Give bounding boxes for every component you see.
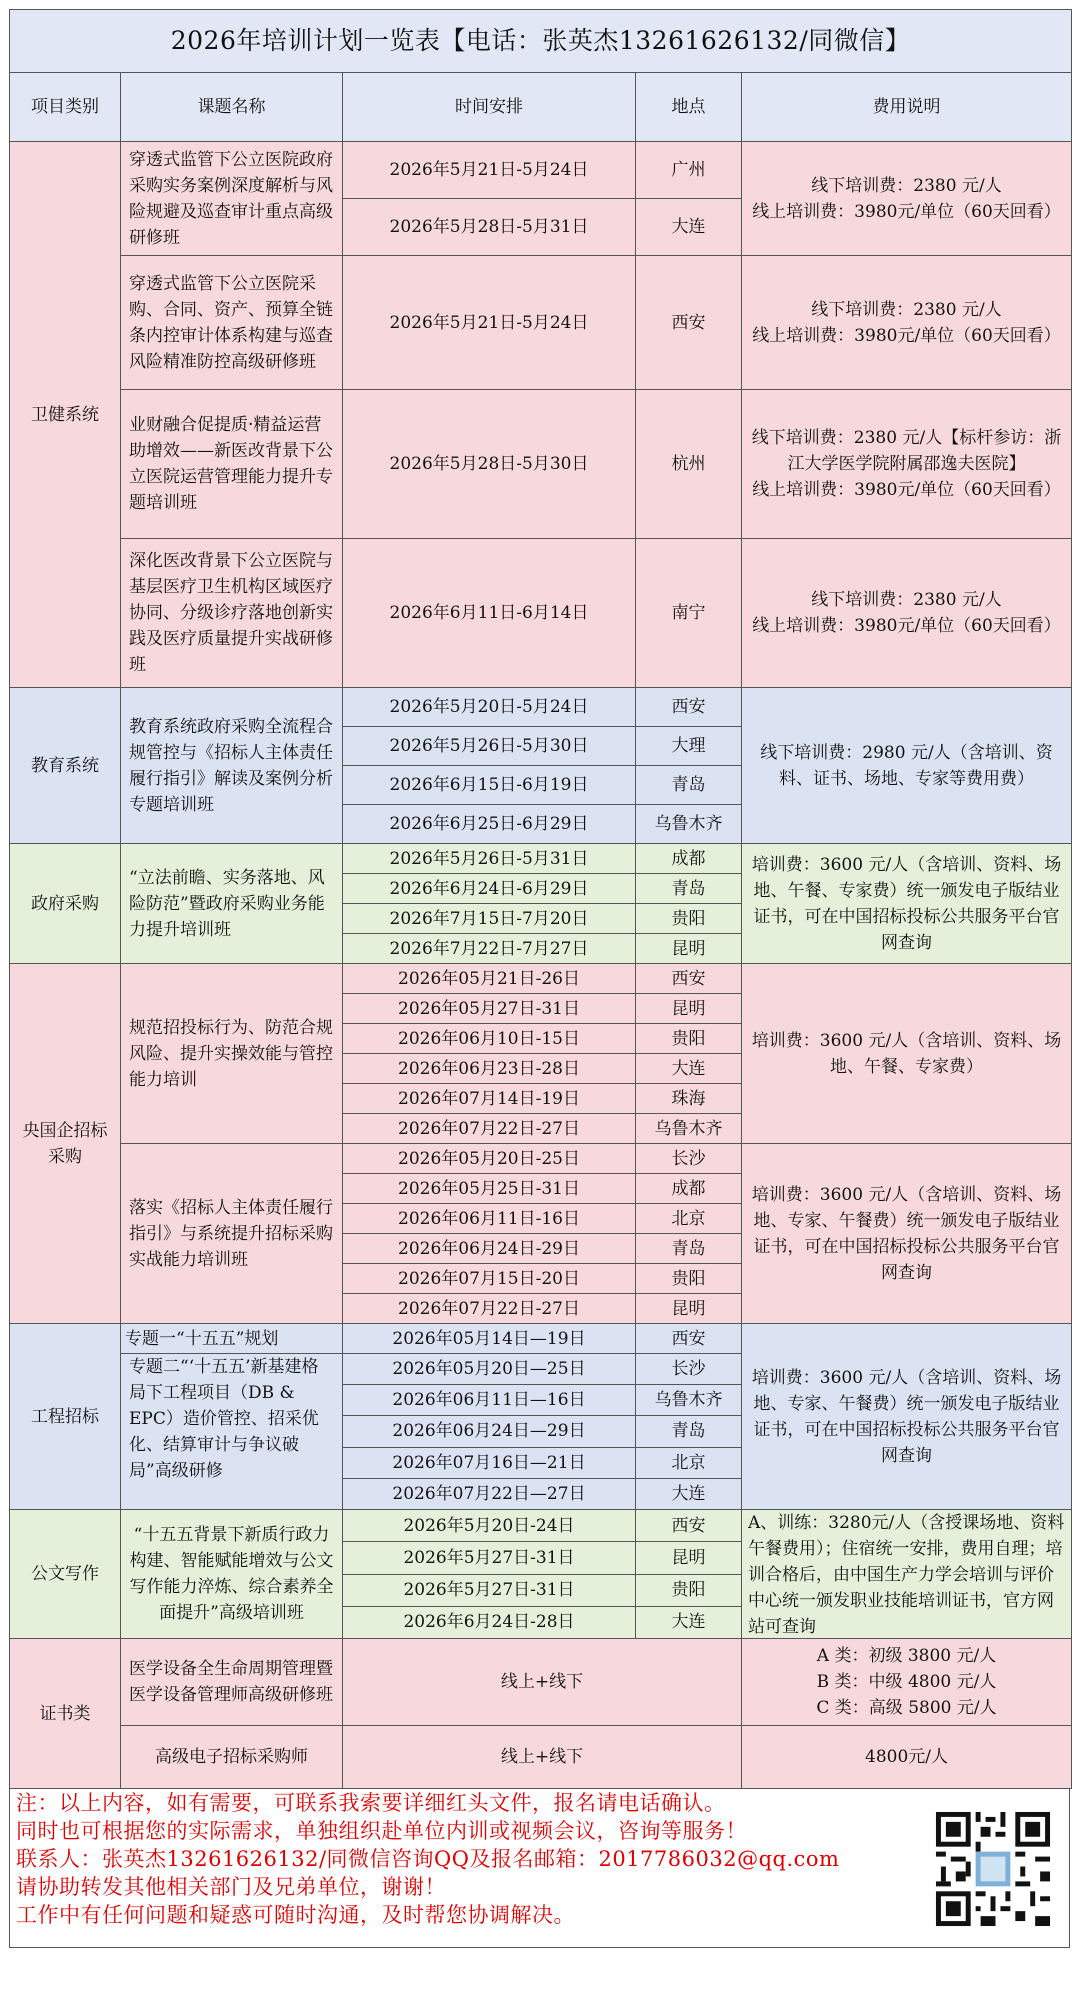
date-cell: 2026年07月15日-20日	[343, 1264, 636, 1294]
place-cell: 贵阳	[636, 1574, 742, 1606]
table-row	[10, 1324, 1072, 1354]
table-row	[10, 1510, 1072, 1542]
notes-section	[9, 1789, 1070, 1948]
place-cell: 西安	[636, 1510, 742, 1542]
place-cell: 乌鲁木齐	[636, 1114, 742, 1144]
table-row	[10, 844, 1072, 874]
fee-line: B 类：中级 4800 元/人	[816, 1672, 997, 1692]
date-cell: 2026年5月21日-5月24日	[343, 142, 636, 199]
place-cell: 乌鲁木齐	[636, 805, 742, 844]
place-cell: 青岛	[636, 874, 742, 904]
course-name: “十五五背景下新质行政力构建、智能赋能增效与公文写作能力淬炼、综合素养全面提升”高级培训班	[121, 1510, 343, 1639]
page-title: 2026年培训计划一览表【电话：张英杰13261626132/同微信】	[10, 10, 1072, 73]
fee-cell	[742, 539, 1072, 688]
date-cell: 2026年6月11日-6月14日	[343, 539, 636, 688]
date-cell: 2026年05月20日—25日	[343, 1354, 636, 1385]
category-cell: 证书类	[10, 1639, 121, 1789]
place-cell: 南宁	[636, 539, 742, 688]
date-cell: 2026年05月27日-31日	[343, 994, 636, 1024]
place-cell: 北京	[636, 1204, 742, 1234]
place-cell: 西安	[636, 1324, 742, 1354]
place-cell: 西安	[636, 964, 742, 994]
date-cell: 2026年5月20日-5月24日	[343, 688, 636, 727]
date-cell: 2026年05月20日-25日	[343, 1144, 636, 1174]
place-cell: 广州	[636, 142, 742, 199]
fee-cell: 培训费：3600 元/人（含培训、资料、场地、午餐、专家费）统一颁发电子版结业证书，可在中国招标投标公共服务平台官网查询	[742, 844, 1072, 964]
date-cell: 2026年05月14日—19日	[343, 1324, 636, 1354]
date-cell: 2026年06月11日—16日	[343, 1385, 636, 1416]
table-row	[10, 688, 1072, 727]
course-name: 穿透式监管下公立医院政府采购实务案例深度解析与风险规避及巡查审计重点高级研修班	[121, 142, 343, 256]
date-cell: 2026年5月21日-5月24日	[343, 256, 636, 390]
place-cell: 乌鲁木齐	[636, 1385, 742, 1416]
table-row	[10, 1639, 1072, 1726]
place-cell: 昆明	[636, 1542, 742, 1574]
place-cell: 贵阳	[636, 904, 742, 934]
date-cell: 2026年06月23日-28日	[343, 1054, 636, 1084]
date-cell: 2026年5月27日-31日	[343, 1542, 636, 1574]
place-cell: 青岛	[636, 1234, 742, 1264]
fee-line: A 类：初级 3800 元/人	[816, 1646, 997, 1666]
place-cell: 西安	[636, 256, 742, 390]
fee-cell: 培训费：3600 元/人（含培训、资料、场地、午餐、专家费）	[742, 964, 1072, 1144]
place-cell: 大理	[636, 727, 742, 766]
fee-cell: 培训费：3600 元/人（含培训、资料、场地、专家、午餐费）统一颁发电子版结业证书，可在中国招标投标公共服务平台官网查询	[742, 1324, 1072, 1510]
date-cell: 2026年6月25日-6月29日	[343, 805, 636, 844]
place-cell: 西安	[636, 688, 742, 727]
fee-line: 线上培训费：3980元/单位（60天回看）	[752, 325, 1061, 346]
course-name: 教育系统政府采购全流程合规管控与《招标人主体责任履行指引》解读及案例分析专题培训班	[121, 688, 343, 844]
place-cell: 长沙	[636, 1144, 742, 1174]
table-row	[10, 1726, 1072, 1789]
place-cell: 杭州	[636, 390, 742, 539]
fee-line: 线下培训费：2380 元/人	[811, 590, 1002, 610]
note-line: 工作中有任何问题和疑惑可随时沟通，及时帮您协调解决。	[16, 1903, 575, 1927]
table-row	[10, 1144, 1072, 1174]
date-cell: 2026年07月22日-27日	[343, 1294, 636, 1324]
category-cell: 公文写作	[10, 1510, 121, 1639]
table-header	[10, 73, 1072, 142]
place-cell: 昆明	[636, 1294, 742, 1324]
date-cell: 2026年5月27日-31日	[343, 1574, 636, 1606]
fee-cell	[742, 390, 1072, 539]
fee-cell	[742, 1510, 1072, 1639]
fee-line: C 类：高级 5800 元/人	[816, 1698, 997, 1718]
fee-cell: 线下培训费：2980 元/人（含培训、资料、证书、场地、专家等费用费）	[742, 688, 1072, 844]
course-name	[121, 1324, 343, 1354]
course-name	[121, 1354, 343, 1510]
note-line: 同时也可根据您的实际需求，单独组织赴单位内训或视频会议，咨询等服务！	[16, 1819, 747, 1843]
fee-text: A、训练：3280元/人（含授课场地、资料午餐费用）；住宿统一安排，费用自理；培训合格后，由中国生产力学会培训与评价中心统一颁发职业技能培训证书，官方网站可查询	[748, 1513, 1065, 1637]
topic-one: 专题一“十五五”规划	[125, 1328, 279, 1349]
course-name: 穿透式监管下公立医院采购、合同、资产、预算全链条内控审计体系构建与巡查风险精准防控高级研修班	[121, 256, 343, 390]
category-cell: 央国企招标采购	[10, 964, 121, 1324]
table-row	[10, 539, 1072, 688]
course-name: “立法前瞻、实务落地、风险防范”暨政府采购业务能力提升培训班	[121, 844, 343, 964]
training-table	[9, 9, 1072, 1789]
time-cell: 线上+线下	[343, 1639, 742, 1726]
date-cell: 2026年07月16日—21日	[343, 1447, 636, 1478]
fee-line: 线上培训费：3980元/单位（60天回看）	[752, 616, 1061, 636]
course-name: 高级电子招标采购师	[121, 1726, 343, 1789]
table-row	[10, 142, 1072, 199]
fee-cell	[742, 256, 1072, 390]
date-cell: 2026年5月28日-5月31日	[343, 199, 636, 256]
note-line: 联系人：张英杰13261626132/同微信咨询QQ及报名邮箱：2017786032@qq.com	[16, 1847, 840, 1871]
schedule-sheet	[9, 9, 1071, 1948]
note-line: 请协助转发其他相关部门及兄弟单位，谢谢！	[16, 1875, 446, 1899]
date-cell: 2026年5月26日-5月31日	[343, 844, 636, 874]
place-cell: 大连	[636, 199, 742, 256]
place-cell: 青岛	[636, 1416, 742, 1447]
place-cell: 大连	[636, 1054, 742, 1084]
fee-cell	[742, 1639, 1072, 1726]
fee-line: 线下培训费：2380 元/人	[811, 175, 1002, 196]
date-cell: 2026年06月10日-15日	[343, 1024, 636, 1054]
date-cell: 2026年07月14日-19日	[343, 1084, 636, 1114]
category-cell: 卫健系统	[10, 142, 121, 688]
place-cell: 贵阳	[636, 1024, 742, 1054]
course-name: 医学设备全生命周期管理暨医学设备管理师高级研修班	[121, 1639, 343, 1726]
fee-cell: 培训费：3600 元/人（含培训、资料、场地、专家、午餐费）统一颁发电子版结业证书，可在中国招标投标公共服务平台官网查询	[742, 1144, 1072, 1324]
table-row	[10, 256, 1072, 390]
place-cell: 大连	[636, 1606, 742, 1638]
date-cell: 2026年06月11日-16日	[343, 1204, 636, 1234]
place-cell: 青岛	[636, 766, 742, 805]
topic-two: 专题二“‘十五五’新基建格局下工程项目（DB & EPC）造价管控、招采优化、结算审计与争议破局”高级研修	[129, 1357, 319, 1481]
fee-cell: 4800元/人	[742, 1726, 1072, 1789]
fee-line: 线下培训费：2380 元/人【标杆参访：浙江大学医学院附属邵逸夫医院】	[751, 428, 1062, 474]
fee-line: 线上培训费：3980元/单位（60天回看）	[752, 480, 1061, 500]
header-time: 时间安排	[343, 73, 636, 142]
course-name: 深化医改背景下公立医院与基层医疗卫生机构区域医疗协同、分级诊疗落地创新实践及医疗质量提升实战研修班	[121, 539, 343, 688]
date-cell: 2026年6月24日-6月29日	[343, 874, 636, 904]
fee-cell	[742, 142, 1072, 256]
place-cell: 昆明	[636, 934, 742, 964]
place-cell: 北京	[636, 1447, 742, 1478]
date-cell: 2026年06月24日-29日	[343, 1234, 636, 1264]
place-cell: 长沙	[636, 1354, 742, 1385]
place-cell: 珠海	[636, 1084, 742, 1114]
header-category: 项目类别	[10, 73, 121, 142]
date-cell: 2026年7月22日-7月27日	[343, 934, 636, 964]
course-name: 落实《招标人主体责任履行指引》与系统提升招标采购实战能力培训班	[121, 1144, 343, 1324]
date-cell: 2026年6月24日-28日	[343, 1606, 636, 1638]
place-cell: 贵阳	[636, 1264, 742, 1294]
date-cell: 2026年06月24日—29日	[343, 1416, 636, 1447]
date-cell: 2026年7月15日-7月20日	[343, 904, 636, 934]
place-cell: 成都	[636, 1174, 742, 1204]
date-cell: 2026年5月28日-5月30日	[343, 390, 636, 539]
qr-code-icon	[931, 1807, 1055, 1931]
category-cell: 教育系统	[10, 688, 121, 844]
header-place: 地点	[636, 73, 742, 142]
place-cell: 大连	[636, 1478, 742, 1509]
course-name: 业财融合促提质·精益运营助增效——新医改背景下公立医院运营管理能力提升专题培训班	[121, 390, 343, 539]
date-cell: 2026年5月20日-24日	[343, 1510, 636, 1542]
date-cell: 2026年07月22日—27日	[343, 1478, 636, 1509]
date-cell: 2026年07月22日-27日	[343, 1114, 636, 1144]
place-cell: 昆明	[636, 994, 742, 1024]
table-row	[10, 964, 1072, 994]
header-course: 课题名称	[121, 73, 343, 142]
category-cell: 工程招标	[10, 1324, 121, 1510]
table-row	[10, 390, 1072, 539]
note-line: 注：以上内容，如有需要，可联系我索要详细红头文件，报名请电话确认。	[16, 1791, 726, 1815]
date-cell: 2026年05月25日-31日	[343, 1174, 636, 1204]
fee-line: 线下培训费：2380 元/人	[811, 299, 1002, 320]
date-cell: 2026年05月21日-26日	[343, 964, 636, 994]
category-cell: 政府采购	[10, 844, 121, 964]
header-fee: 费用说明	[742, 73, 1072, 142]
course-name: 规范招投标行为、防范合规风险、提升实操效能与管控能力培训	[121, 964, 343, 1144]
place-cell: 成都	[636, 844, 742, 874]
date-cell: 2026年5月26日-5月30日	[343, 727, 636, 766]
time-cell: 线上+线下	[343, 1726, 742, 1789]
date-cell: 2026年6月15日-6月19日	[343, 766, 636, 805]
fee-line: 线上培训费：3980元/单位（60天回看）	[752, 201, 1061, 222]
